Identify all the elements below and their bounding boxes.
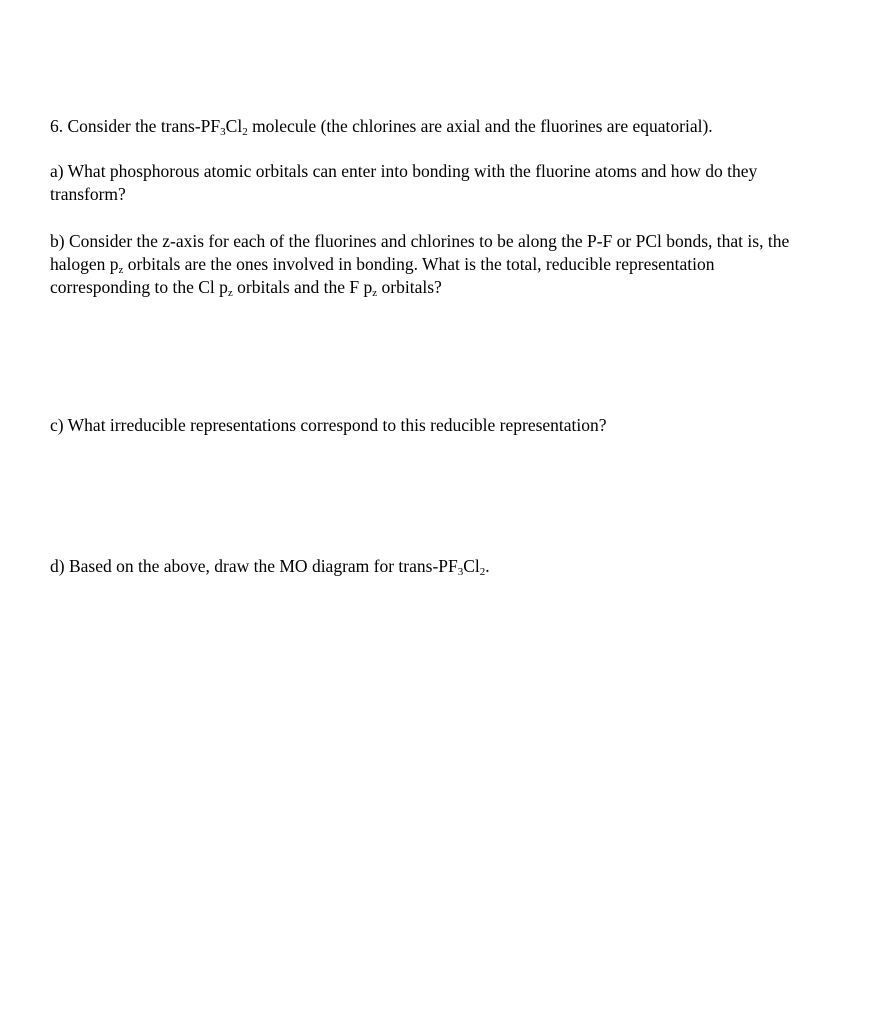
question-intro-mid: Cl (225, 116, 243, 136)
question-sub-2: 2 (242, 126, 248, 138)
part-c-line-1: c) What irreducible representations correspond to this reducible representation? (50, 415, 607, 435)
part-b-line-1: b) Consider the z-axis for each of the fluorines and chlorines to be along the P-F or PCl bonds, that is, the (50, 231, 790, 251)
part-b-line-3-mid: orbitals and the F p (232, 277, 373, 297)
question-intro: Consider the trans-PF (67, 116, 221, 136)
question-6-header (50, 115, 880, 138)
part-b-line-3-sub2: z (372, 287, 378, 299)
part-b-line-3 (50, 276, 880, 299)
part-b-line-2 (50, 253, 880, 276)
part-d-end: . (485, 556, 490, 576)
part-a (50, 160, 880, 206)
part-b-line-2-start: halogen p (50, 254, 119, 274)
part-a-line-2: transform? (50, 184, 126, 204)
part-b (50, 230, 880, 299)
part-b-line-2-end: orbitals are the ones involved in bonding. What is the total, reducible representation (123, 254, 715, 274)
part-b-line-3-end: orbitals? (377, 277, 442, 297)
part-b-line-3-sub: z (227, 287, 233, 299)
question-6-line (50, 115, 880, 138)
part-d-start: d) Based on the above, draw the MO diagram for trans-PF (50, 556, 458, 576)
part-d-sub-3: 3 (457, 566, 464, 578)
question-sub-3: 3 (220, 126, 226, 138)
question-intro-end: molecule (the chlorines are axial and the fluorines are equatorial). (247, 116, 713, 136)
part-d (50, 555, 880, 578)
part-b-line-3-start: corresponding to the Cl p (50, 277, 228, 297)
part-c (50, 414, 880, 437)
part-d-line (50, 555, 880, 578)
part-a-line-1: a) What phosphorous atomic orbitals can enter into bonding with the fluorine atoms and how do they (50, 161, 758, 181)
question-number: 6. (50, 116, 64, 136)
part-d-sub-2: 2 (479, 566, 486, 578)
part-d-mid: Cl (463, 556, 480, 576)
part-b-line-2-sub: z (118, 264, 124, 276)
